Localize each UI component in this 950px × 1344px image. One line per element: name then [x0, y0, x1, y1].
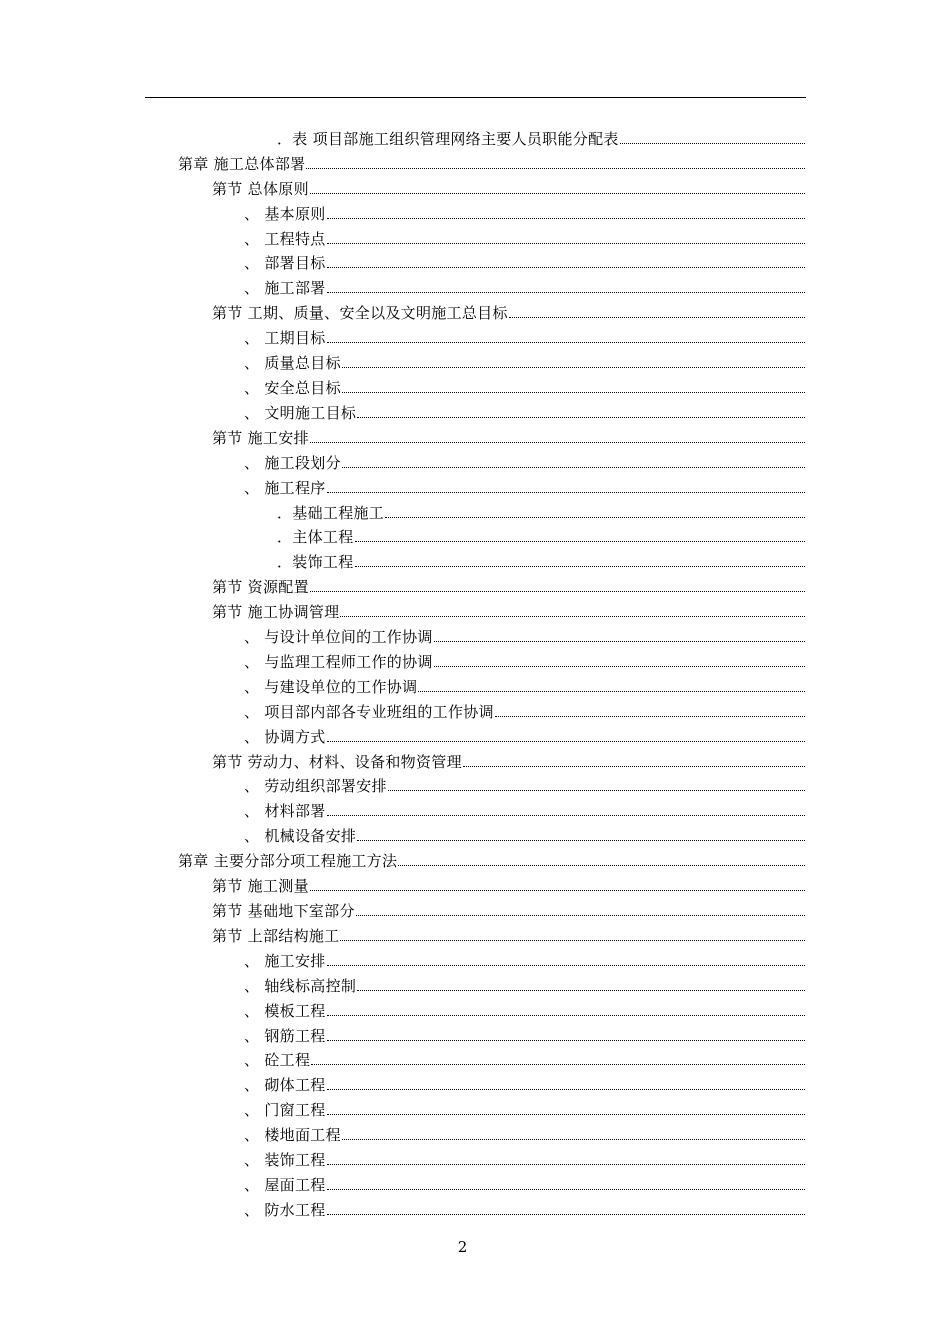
dot-leader — [357, 417, 805, 418]
toc-entry[interactable] — [244, 322, 805, 347]
toc-entry-label: 、 楼地面工程 — [244, 1126, 341, 1145]
toc-entry-label: 第节 施工测量 — [212, 877, 309, 896]
toc-entry-label: 第节 上部结构施工 — [212, 926, 340, 945]
toc-entry[interactable] — [244, 696, 805, 721]
dot-leader — [357, 990, 805, 991]
dot-leader — [418, 691, 805, 692]
toc-entry-label: 第节 资源配置 — [212, 578, 309, 597]
dot-leader — [311, 1064, 805, 1065]
toc-entry-label: 、 砼工程 — [244, 1051, 311, 1070]
dot-leader — [327, 965, 805, 966]
toc-entry-label: ．主体工程 — [277, 528, 354, 547]
toc-entry-label: 、 与设计单位间的工作协调 — [244, 628, 433, 647]
toc-entry[interactable] — [178, 148, 805, 173]
toc-entry[interactable] — [244, 447, 805, 472]
dot-leader — [340, 616, 805, 617]
toc-entry[interactable] — [244, 646, 805, 671]
toc-entry[interactable] — [244, 248, 805, 273]
dot-leader — [355, 541, 805, 542]
toc-entry[interactable] — [277, 497, 805, 522]
toc-entry[interactable] — [212, 596, 805, 621]
toc-entry[interactable] — [244, 671, 805, 696]
toc-entry[interactable] — [244, 621, 805, 646]
toc-entry[interactable] — [244, 970, 805, 995]
dot-leader — [327, 1015, 805, 1016]
dot-leader — [342, 367, 805, 368]
toc-entry-label: 、 材料部署 — [244, 802, 326, 821]
dot-leader — [342, 467, 805, 468]
toc-entry[interactable] — [244, 771, 805, 796]
toc-entry[interactable] — [244, 1069, 805, 1094]
toc-entry[interactable] — [244, 945, 805, 970]
toc-entry[interactable] — [244, 1194, 805, 1219]
dot-leader — [327, 267, 805, 268]
toc-entry-label: 第节 劳动力、材料、设备和物资管理 — [212, 752, 462, 771]
toc-entry-label: 、 工期目标 — [244, 329, 326, 348]
dot-leader — [495, 716, 805, 717]
dot-leader — [310, 890, 805, 891]
dot-leader — [398, 865, 805, 866]
toc-entry-label: 、 装饰工程 — [244, 1151, 326, 1170]
page-number: 2 — [457, 1238, 468, 1256]
toc-entry-label: 、 模板工程 — [244, 1001, 326, 1020]
toc-entry-label: 、 施工安排 — [244, 951, 326, 970]
dot-leader — [434, 641, 805, 642]
dot-leader — [327, 1189, 805, 1190]
toc-entry-label: 、 与建设单位的工作协调 — [244, 677, 418, 696]
toc-entry[interactable] — [212, 173, 805, 198]
dot-leader — [310, 442, 805, 443]
toc-entry[interactable] — [277, 546, 805, 571]
toc-entry-label: 、 施工程序 — [244, 478, 326, 497]
toc-entry-label: 、 轴线标高控制 — [244, 976, 357, 995]
toc-entry[interactable] — [277, 522, 805, 547]
toc-entry-label: 第章 施工总体部署 — [178, 154, 306, 173]
toc-entry-label: 、 屋面工程 — [244, 1175, 326, 1194]
toc-entry[interactable] — [244, 1020, 805, 1045]
header-rule — [145, 97, 806, 98]
toc-entry[interactable] — [244, 1119, 805, 1144]
toc-entry-label: 、 协调方式 — [244, 727, 326, 746]
dot-leader — [327, 218, 805, 219]
dot-leader — [327, 492, 805, 493]
toc-entry-label: 、 钢筋工程 — [244, 1026, 326, 1045]
toc-entry[interactable] — [212, 571, 805, 596]
toc-entry-label: 、 劳动组织部署安排 — [244, 777, 387, 796]
toc-entry[interactable] — [244, 1169, 805, 1194]
toc-entry-label: 、 项目部内部各专业班组的工作协调 — [244, 702, 494, 721]
dot-leader — [327, 741, 805, 742]
dot-leader — [357, 840, 805, 841]
toc-entry-label: 、 砌体工程 — [244, 1076, 326, 1095]
dot-leader — [434, 666, 805, 667]
toc-entry-label: 第节 基础地下室部分 — [212, 902, 355, 920]
toc-entry[interactable] — [244, 995, 805, 1020]
toc-entry[interactable] — [212, 297, 805, 322]
dot-leader — [342, 1139, 805, 1140]
toc-entry[interactable] — [212, 920, 805, 945]
dot-leader — [356, 915, 805, 916]
toc-entry-label: 、 与监理工程师工作的协调 — [244, 652, 433, 671]
toc-entry[interactable] — [244, 472, 805, 497]
dot-leader — [509, 317, 805, 318]
toc-entry[interactable] — [244, 397, 805, 422]
toc-entry-label: 第节 总体原则 — [212, 179, 309, 198]
dot-leader — [306, 168, 805, 169]
toc-entry[interactable] — [212, 870, 805, 895]
dot-leader — [385, 517, 805, 518]
dot-leader — [327, 342, 805, 343]
dot-leader — [310, 193, 805, 194]
toc-entry-label: 、 施工段划分 — [244, 453, 341, 472]
toc-entry[interactable] — [244, 272, 805, 297]
toc-entry-label: 、 门窗工程 — [244, 1101, 326, 1120]
dot-leader — [342, 392, 805, 393]
dot-leader — [463, 766, 805, 767]
toc-entry-label: 、 机械设备安排 — [244, 827, 357, 846]
dot-leader — [310, 591, 805, 592]
dot-leader — [327, 292, 805, 293]
toc-entry[interactable] — [212, 746, 805, 771]
toc-entry[interactable] — [277, 123, 805, 148]
toc-entry-label: 、 防水工程 — [244, 1200, 326, 1219]
toc-entry[interactable] — [244, 1144, 805, 1169]
toc-entry[interactable] — [244, 1094, 805, 1119]
toc-entry[interactable] — [212, 422, 805, 447]
toc-entry-label: ．装饰工程 — [277, 553, 354, 572]
toc-entry-label: 第章 主要分部分项工程施工方法 — [178, 852, 398, 871]
dot-leader — [327, 1040, 805, 1041]
toc-entry-label: ．表 项目部施工组织管理网络主要人员职能分配表 — [277, 129, 619, 148]
dot-leader — [355, 566, 805, 567]
dot-leader — [327, 1114, 805, 1115]
toc-entry[interactable] — [244, 1045, 805, 1070]
dot-leader — [327, 1089, 805, 1090]
dot-leader — [620, 143, 805, 144]
toc-entry-label: 、 文明施工目标 — [244, 403, 357, 422]
dot-leader — [388, 790, 805, 791]
toc-entry[interactable] — [244, 795, 805, 820]
toc-entry-label: 、 安全总目标 — [244, 378, 341, 397]
dot-leader — [327, 1164, 805, 1165]
toc-entry[interactable] — [244, 198, 805, 223]
toc-entry-label: 、 工程特点 — [244, 229, 326, 248]
toc-entry[interactable] — [244, 223, 805, 248]
dot-leader — [327, 1214, 805, 1215]
toc-entry[interactable] — [244, 347, 805, 372]
toc-entry[interactable] — [178, 845, 805, 870]
toc-entry-label: 、 基本原则 — [244, 204, 326, 223]
toc-entry-label: 、 部署目标 — [244, 254, 326, 273]
toc-entry-label: ．基础工程施工 — [277, 503, 385, 522]
toc-entry-label: 、 质量总目标 — [244, 354, 341, 373]
toc-entry-label: 第节 施工安排 — [212, 428, 309, 447]
toc-entry[interactable] — [244, 820, 805, 845]
dot-leader — [340, 940, 805, 941]
dot-leader — [327, 815, 805, 816]
toc-entry[interactable] — [244, 372, 805, 397]
toc-entry-label: 第节 施工协调管理 — [212, 603, 340, 622]
toc-entry-label: 、 施工部署 — [244, 279, 326, 298]
toc-entry[interactable] — [244, 721, 805, 746]
toc-entry-label: 第节 工期、质量、安全以及文明施工总目标 — [212, 304, 508, 323]
toc-entry[interactable] — [212, 895, 805, 920]
table-of-contents — [0, 123, 950, 1219]
dot-leader — [327, 243, 805, 244]
